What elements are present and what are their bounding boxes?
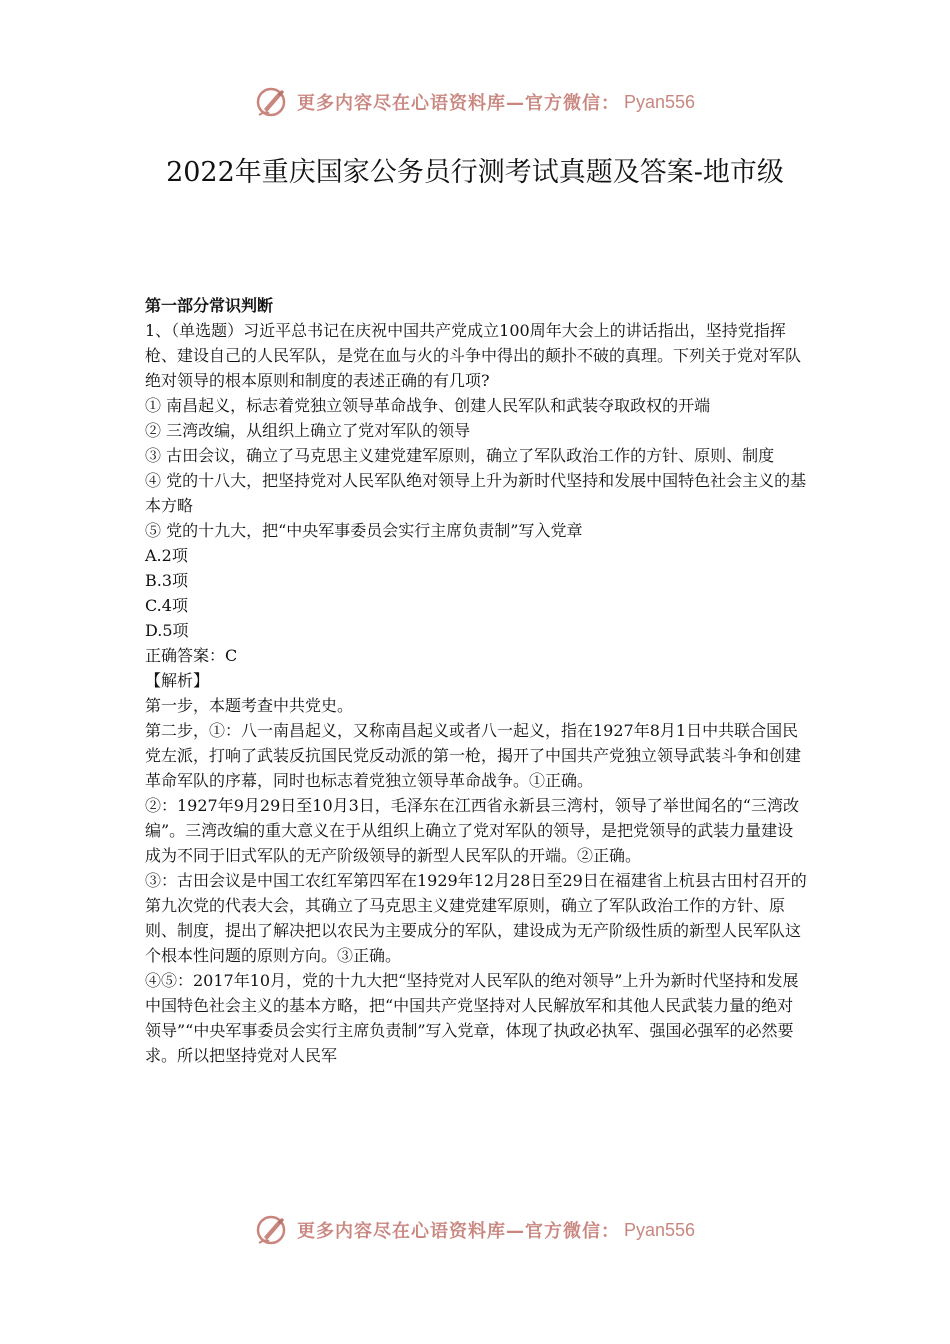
- watermark-wechat-id: Pyan556: [623, 1219, 696, 1240]
- pen-logo-icon: [255, 85, 289, 119]
- watermark-text: 更多内容尽在心语资料库—官方微信：: [296, 1221, 620, 1242]
- analysis-heading: 【解析】: [145, 671, 210, 690]
- watermark-text: 更多内容尽在心语资料库—官方微信：: [296, 93, 620, 114]
- watermark-wechat-id: Pyan556: [623, 91, 696, 112]
- analysis-point-2: ②：1927年9月29日至10月3日，毛泽东在江西省永新县三湾村，领导了举世闻名的“三湾改编”。三湾改编的重大意义在于从组织上确立了党对军队的领导，是把党领导的武装力量建设成为不同于旧式军队的无产阶级领导的新型人民军队的开端。②正确。: [145, 796, 799, 865]
- header-watermark: [0, 82, 950, 122]
- section-heading: 第一部分常识判断: [145, 296, 274, 315]
- document-title: 2022年重庆国家公务员行测考试真题及答案-地市级: [166, 157, 784, 188]
- analysis-point-4-5: ④⑤：2017年10月，党的十九大把“坚持党对人民军队的绝对领导”上升为新时代坚持和发展中国特色社会主义的基本方略，把“中国共产党坚持对人民解放军和其他人民武装力量的绝对领导”“中央军事委员会实行主席负责制”写入党章，体现了执政必执军、强国必强军的必然要求。所以把坚持党对人民军: [145, 971, 799, 1065]
- correct-answer: 正确答案：C: [145, 646, 238, 665]
- analysis-point-3: ③：古田会议是中国工农红军第四军在1929年12月28日至29日在福建省上杭县古田村召开的第九次党的代表大会，其确立了马克思主义建党建军原则，确立了军队政治工作的方针、原则、制度，提出了解决把以农民为主要成分的军队，建设成为无产阶级性质的新型人民军队这个根本性问题的原则方向。③正确。: [145, 871, 807, 965]
- statement-2: ② 三湾改编，从组织上确立了党对军队的领导: [145, 421, 471, 440]
- statement-3: ③ 古田会议，确立了马克思主义建党建军原则，确立了军队政治工作的方针、原则、制度: [145, 446, 775, 465]
- option-a: A.2项: [145, 546, 188, 565]
- footer-watermark: [0, 1210, 950, 1250]
- option-d: D.5项: [145, 621, 189, 640]
- statement-1: ① 南昌起义，标志着党独立领导革命战争、创建人民军队和武装夺取政权的开端: [145, 396, 711, 415]
- option-c: C.4项: [145, 596, 188, 615]
- analysis-step-2: 第二步，①：八一南昌起义，又称南昌起义或者八一起义，指在1927年8月1日中共联合国民党左派，打响了武装反抗国民党反动派的第一枪，揭开了中国共产党独立领导武装斗争和创建革命军队的序幕，同时也标志着党独立领导革命战争。①正确。: [145, 721, 802, 790]
- document-body: [145, 293, 807, 1068]
- question-stem: 1、（单选题）习近平总书记在庆祝中国共产党成立100周年大会上的讲话指出，坚持党指挥枪、建设自己的人民军队，是党在血与火的斗争中得出的颠扑不破的真理。下列关于党对军队绝对领导的根本原则和制度的表述正确的有几项?: [145, 321, 802, 390]
- analysis-step-1: 第一步，本题考查中共党史。: [145, 696, 354, 715]
- statement-4: ④ 党的十八大，把坚持党对人民军队绝对领导上升为新时代坚持和发展中国特色社会主义的基本方略: [145, 471, 807, 515]
- option-b: B.3项: [145, 571, 189, 590]
- statement-5: ⑤ 党的十九大，把“中央军事委员会实行主席负责制”写入党章: [145, 521, 583, 540]
- pen-logo-icon: [255, 1213, 289, 1247]
